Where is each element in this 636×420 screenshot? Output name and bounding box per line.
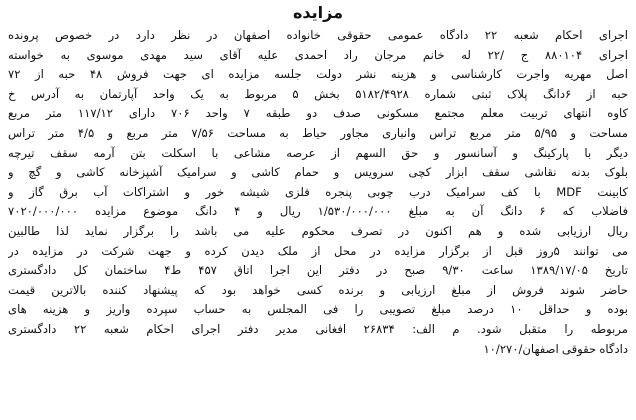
notice-line: دیگر با پارکینگ و آسانسور و حق السهم از عرصه مشاعی با اسکلت بتن آرمه سقف تیرچه	[8, 145, 628, 160]
notice-line: حبه از ۶دانگ پلاک ثبتی شماره ۵۱۸۲/۴۹۲۸ بخش ۵ مربوط به یک واحد آپارتمان به آدرس خ	[8, 86, 628, 101]
notice-line: کابینت MDF با کف سرامیک درب چوبی پنجره فلزی شیشه خور و اشتراکات آب برق گاز و	[8, 184, 628, 199]
notice-line: بوده و حداقل ۱۰ درصد مبلغ تصویبی را فی المجلس به حساب سپرده واریز و هزینه های	[8, 302, 628, 317]
notice-line: بلوک بدنه نقاشی سقف ابزار کچی سرویس و حمام کاشی و سرامیک آشپزخانه کاشی و گچ و	[8, 165, 628, 180]
notice-line: ریال ارزیابی شده و هم اکنون در تصرف محکوم علیه می باشد را برگزار نماید لذا طالبین	[8, 223, 628, 238]
notice-line: اجرای احکام شعبه ۲۲ دادگاه عمومی حقوقی خانواده اصفهان در نظر دارد در خصوص پرونده	[8, 28, 628, 42]
notice-line: مساحت و ۵/۹۵ متر مربع تراس وانباری مجاور حیاط به مساحت ۷/۵۶ متر مربع و ۴/۵ متر تراس	[8, 125, 628, 140]
notice-title: مزایده	[292, 3, 344, 22]
notice-line: اجرای ۸۸۰۱۰۴ ج /۲۲ له خانم مرجان راد احمدی علیه آقای سید مهدی موسوی به خواسته	[8, 47, 628, 62]
notice-line: مربوطه را متقبل شود. م الف: ۲۶۸۳۴ افغانی مدیر دفتر اجرای احکام شعبه ۲۲ دادگستری	[8, 321, 628, 336]
notice-line: اصل مهریه واجرت کارشناسی و هزینه نشر دولت جلسه مزایده ای جهت فروش ۴۸ حبه از ۷۲	[8, 67, 628, 82]
notice-line: دادگاه حقوقی اصفهان/۱۰/۲۷۰	[483, 341, 628, 356]
notice-line: تاریخ ۱۳۸۹/۱۷/۰۵ ساعت ۹/۳۰ صبح در دفتر این اجرا اتاق ۴۵۷ ط۴ ساختمان کل دادگستری	[8, 263, 628, 278]
notice-body	[8, 26, 628, 359]
notice-line: کاوه انتهای تربیت معلم مجتمع مسکونی صدف دو طبقه ۷ واحد ۷۰۶ دارای ۱۱۷/۱۲ متر مربع	[8, 106, 628, 121]
notice-line: فاضلاب که ۶ دانگ آن به مبلغ ۱/۵۳۰/۰۰۰/۰۰۰ ریال و ۴ دانگ موضوع مزایده ۷۰۲۰/۰۰۰/۰۰۰	[8, 204, 628, 219]
notice-line: حاضر شوند فروش از مبلغ ارزیابی و برنده کسی خواهد بود که پیشنهاد کننده بالاترین قیمت	[8, 282, 628, 297]
notice-line: می توانند ۵روز قبل از برگزار مزایده در محل از ملک دیدن کرده و جهت شرکت در مزایده در	[8, 243, 628, 258]
